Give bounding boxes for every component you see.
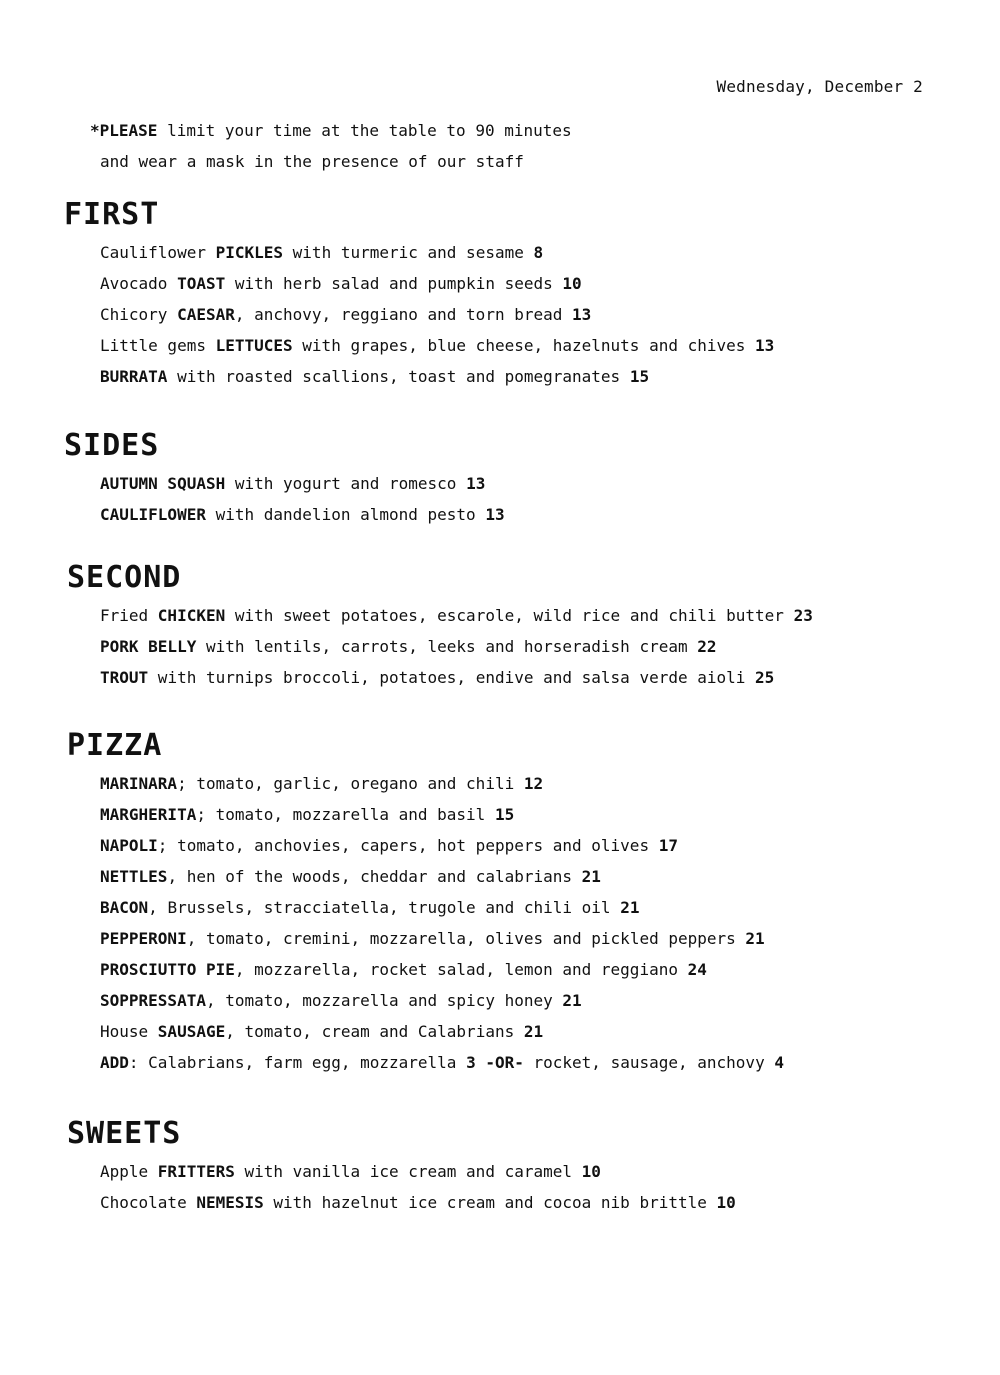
price: 21 [745,929,765,948]
menu-item: MARGHERITA; tomato, mozzarella and basil 15 [100,805,515,824]
covid-notice [90,120,572,182]
add-label: ADD [100,1053,129,1072]
price: 17 [658,836,678,855]
dish-name: SOPPRESSATA [100,991,206,1010]
section-second [67,561,813,698]
price: 22 [697,637,717,656]
dish-name: AUTUMN SQUASH [100,474,226,493]
dish-name: FRITTERS [157,1162,235,1181]
price: 13 [572,305,592,324]
menu-item: SOPPRESSATA, tomato, mozzarella and spicy honey 21 [100,991,582,1010]
menu-item: Chocolate NEMESIS with hazelnut ice cream and cocoa nib brittle 10 [100,1193,736,1212]
dish-name: PICKLES [215,243,284,262]
price: 13 [755,336,775,355]
dish-name: NAPOLI [100,836,158,855]
section-sweets [67,1117,736,1223]
menu-items-pizza [67,773,784,1083]
price: 13 [485,505,505,524]
menu-item: CAULIFLOWER with dandelion almond pesto 13 [100,505,505,524]
dish-name: PROSCIUTTO PIE [100,960,235,979]
price: 3 [466,1053,476,1072]
price: 10 [716,1193,736,1212]
price: 23 [793,606,813,625]
section-title-pizza: PIZZA [67,728,163,763]
dish-name: TROUT [100,668,149,687]
dish-name: MARINARA [100,774,178,793]
menu-item: AUTUMN SQUASH with yogurt and romesco 13 [100,474,486,493]
price: 8 [533,243,544,262]
section-sides [64,429,505,535]
menu-items-second [67,605,813,698]
dish-name: LETTUCES [215,336,293,355]
menu-item: TROUT with turnips broccoli, potatoes, endive and salsa verde aioli 25 [100,668,775,687]
price: 4 [774,1053,784,1072]
menu-item: BACON, Brussels, stracciatella, trugole and chili oil 21 [100,898,640,917]
dish-name: SAUSAGE [157,1022,226,1041]
notice-line-2: and wear a mask in the presence of our staff [100,152,524,171]
menu-item: Chicory CAESAR, anchovy, reggiano and torn bread 13 [100,305,592,324]
menu-items-first [64,242,774,397]
menu-items-sweets [67,1161,736,1223]
dish-name: TOAST [177,274,226,293]
price: 12 [523,774,544,793]
menu-item: MARINARA; tomato, garlic, oregano and chili 12 [100,774,544,793]
price: 21 [581,867,601,886]
section-pizza [67,729,784,1083]
or-separator: -OR- [475,1053,524,1072]
dish-name: BURRATA [100,367,168,386]
dish-name: MARGHERITA [100,805,197,824]
menu-item: Little gems LETTUCES with grapes, blue cheese, hazelnuts and chives 13 [100,336,775,355]
dish-name: PEPPERONI [100,929,187,948]
menu-item: NETTLES, hen of the woods, cheddar and calabrians 21 [100,867,601,886]
price: 10 [562,274,582,293]
menu-item: Avocado TOAST with herb salad and pumpkin seeds 10 [100,274,582,293]
menu-item: PROSCIUTTO PIE, mozzarella, rocket salad, lemon and reggiano 24 [100,960,707,979]
price: 15 [494,805,515,824]
menu-item: House SAUSAGE, tomato, cream and Calabrians 21 [100,1022,544,1041]
notice-line-1 [90,120,572,151]
price: 13 [466,474,486,493]
notice-please: *PLEASE [90,121,158,140]
dish-name: PORK BELLY [100,637,197,656]
section-title-sweets: SWEETS [67,1116,182,1151]
menu-items-sides [64,473,505,535]
dish-name: CAESAR [177,305,235,324]
dish-name: BACON [100,898,149,917]
menu-item: PORK BELLY with lentils, carrots, leeks and horseradish cream 22 [100,637,717,656]
price: 21 [620,898,640,917]
menu-item: PEPPERONI, tomato, cremini, mozzarella, olives and pickled peppers 21 [100,929,765,948]
dish-name: CAULIFLOWER [100,505,206,524]
pizza-add-ons: ADD: Calabrians, farm egg, mozzarella 3 -OR- rocket, sausage, anchovy 4 [100,1053,784,1072]
price: 10 [581,1162,601,1181]
price: 21 [523,1022,544,1041]
dish-name: CHICKEN [157,606,226,625]
price: 15 [629,367,650,386]
price: 24 [687,960,707,979]
price: 25 [755,668,775,687]
section-title-sides: SIDES [64,428,160,463]
notice-text: limit your time at the table to 90 minutes [157,121,572,140]
menu-item: Apple FRITTERS with vanilla ice cream and caramel 10 [100,1162,601,1181]
menu-item: NAPOLI; tomato, anchovies, capers, hot peppers and olives 17 [100,836,678,855]
menu-item: Fried CHICKEN with sweet potatoes, escarole, wild rice and chili butter 23 [100,606,813,625]
section-first [64,198,774,397]
dish-name: NETTLES [100,867,168,886]
price: 21 [562,991,582,1010]
menu-date: Wednesday, December 2 [716,77,923,96]
section-title-second: SECOND [67,560,182,595]
menu-item: Cauliflower PICKLES with turmeric and sesame 8 [100,243,544,262]
dish-name: NEMESIS [196,1193,264,1212]
menu-item: BURRATA with roasted scallions, toast and pomegranates 15 [100,367,650,386]
section-title-first: FIRST [64,197,160,232]
